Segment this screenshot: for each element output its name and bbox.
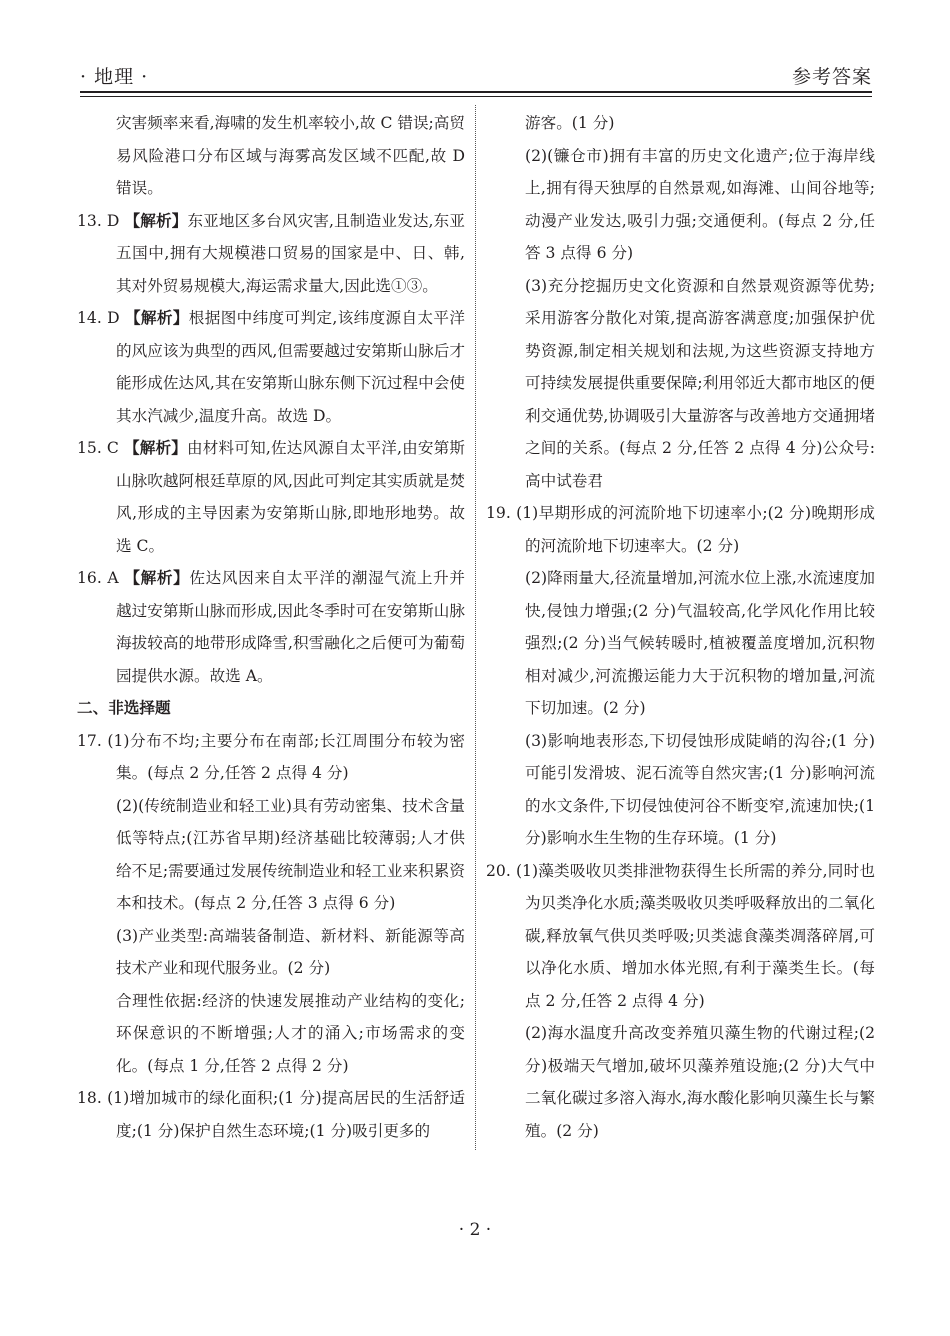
answer-text: 根据图中纬度可判定,该纬度源自太平洋的风应该为典型的西风,但需要越过安第斯山脉后才能形成佐达风,其在安第斯山脉东侧下沉过程中会使其水汽减少,温度升高。故选 D。 [116, 309, 465, 425]
analysis-tag: 【解析】 [124, 308, 189, 327]
answer-number: 15. C [77, 439, 119, 457]
answer-20-part1: 20. (1)藻类吸收贝类排泄物获得生长所需的养分,同时也为贝类净化水质;藻类吸收贝类呼吸释放出的二氧化碳,释放氧气供贝类呼吸;贝类滤食藻类凋落碎屑,可以净化水质、增加水体光照,有利于藻类生长。(每点 2 分,任答 2 点得 4 分) [486, 861, 875, 1010]
answer-17-part2: (2)(传统制造业和轻工业)具有劳动密集、技术含量低等特点;(江苏省早期)经济基础比较薄弱;人才供给不足;需要通过发展传统制造业和轻工业来积累资本和技术。(每点 2 分,任答 3 点得 6 分) [116, 796, 465, 912]
analysis-tag: 【解析】 [124, 568, 190, 587]
answer-18-part2: (2)(镰仓市)拥有丰富的历史文化遗产;位于海岸线上,拥有得天独厚的自然景观,如海滩、山间谷地等;动漫产业发达,吸引力强;交通便利。(每点 2 分,任答 3 点得 6 分) [525, 146, 875, 262]
answer-text: 东亚地区多台风灾害,且制造业发达,东亚五国中,拥有大规模港口贸易的国家是中、日、韩,其对外贸易规模大,海运需求量大,因此选①③。 [116, 211, 465, 295]
answer-title: 参考答案 [791, 66, 872, 88]
column-divider [475, 105, 476, 1150]
answer-number: 13. D [77, 211, 120, 230]
left-column [77, 107, 465, 1147]
continued-text: 游客。(1 分) [525, 114, 615, 132]
answer-15 [77, 432, 465, 562]
answer-19-part3: (3)影响地表形态,下切侵蚀形成陡峭的沟谷;(1 分)可能引发滑坡、泥石流等自然灾害;(1 分)影响河流的水文条件,下切侵蚀使河谷不断变窄,流速加快;(1 分)影响水生生物的生存环境。(1 分) [525, 731, 875, 847]
page-number: · 2 · [458, 1220, 492, 1240]
answer-number: 16. A [77, 569, 119, 587]
answer-13 [77, 205, 465, 303]
section-heading: 二、非选择题 [77, 698, 171, 717]
header-rule-thin [80, 96, 872, 97]
answer-14 [77, 302, 465, 432]
answer-17-part3: (3)产业类型:高端装备制造、新材料、新能源等高技术产业和现代服务业。(2 分) [116, 926, 465, 977]
analysis-tag: 【解析】 [124, 210, 188, 230]
answer-number: 14. D [77, 309, 120, 327]
subject-label: · 地理 · [80, 66, 149, 88]
continued-text: 灾害频率来看,海啸的发生机率较小,故 C 错误;高贸易风险港口分布区域与海雾高发区域不匹配,故 D 错误。 [116, 114, 465, 197]
answer-19-part2: (2)降雨量大,径流量增加,河流水位上涨,水流速度加快,侵蚀力增强;(2 分)气温较高,化学风化作用比较强烈;(2 分)当气候转暖时,植被覆盖度增加,沉积物相对减少,河流搬运能力大于沉积物的增加量,河流下切加速。(2 分) [525, 569, 875, 717]
right-column [486, 107, 875, 1147]
page-header [80, 58, 872, 90]
answer-18-part1: 18. (1)增加城市的绿化面积;(1 分)提高居民的生活舒适度;(1 分)保护自然生态环境;(1 分)吸引更多的 [77, 1089, 465, 1140]
answer-20-part2: (2)海水温度升高改变养殖贝藻生物的代谢过程;(2 分)极端天气增加,破坏贝藻养殖设施;(2 分)大气中二氧化碳过多溶入海水,海水酸化影响贝藻生长与繁殖。(2 分) [525, 1024, 875, 1140]
answer-text: 由材料可知,佐达风源自太平洋,由安第斯山脉吹越阿根廷草原的风,因此可判定其实质就是焚风,形成的主导因素为安第斯山脉,即地形地势。故选 C。 [116, 439, 465, 555]
answer-text: 佐达风因来自太平洋的潮湿气流上升并越过安第斯山脉而形成,因此冬季时可在安第斯山脉海拔较高的地带形成降雪,积雪融化之后便可为葡萄园提供水源。故选 A。 [116, 569, 465, 685]
answer-17-part1: 17. (1)分布不均;主要分布在南部;长江周围分布较为密集。(每点 2 分,任答 2 点得 4 分) [77, 731, 465, 782]
answer-18-part3: (3)充分挖掘历史文化资源和自然景观资源等优势;采用游客分散化对策,提高游客满意度;加强保护优势资源,制定相关规划和法规,为这些资源支持地方可持续发展提供重要保障;利用邻近大都市地区的便利交通优势,协调吸引大量游客与改善地方交通拥堵之间的关系。(每点 2 分,任答 2 点得 4 分)公众号: 高中试卷君 [525, 276, 875, 490]
answer-16 [77, 562, 465, 692]
answer-19-part1: 19. (1)早期形成的河流阶地下切速率小;(2 分)晚期形成的河流阶地下切速率大。(2 分) [486, 504, 875, 555]
header-rule-thick [80, 91, 872, 93]
analysis-tag: 【解析】 [123, 438, 188, 457]
answer-17-part4: 合理性依据:经济的快速发展推动产业结构的变化;环保意识的不断增强;人才的涌入;市场需求的变化。(每点 1 分,任答 2 点得 2 分) [116, 991, 465, 1075]
